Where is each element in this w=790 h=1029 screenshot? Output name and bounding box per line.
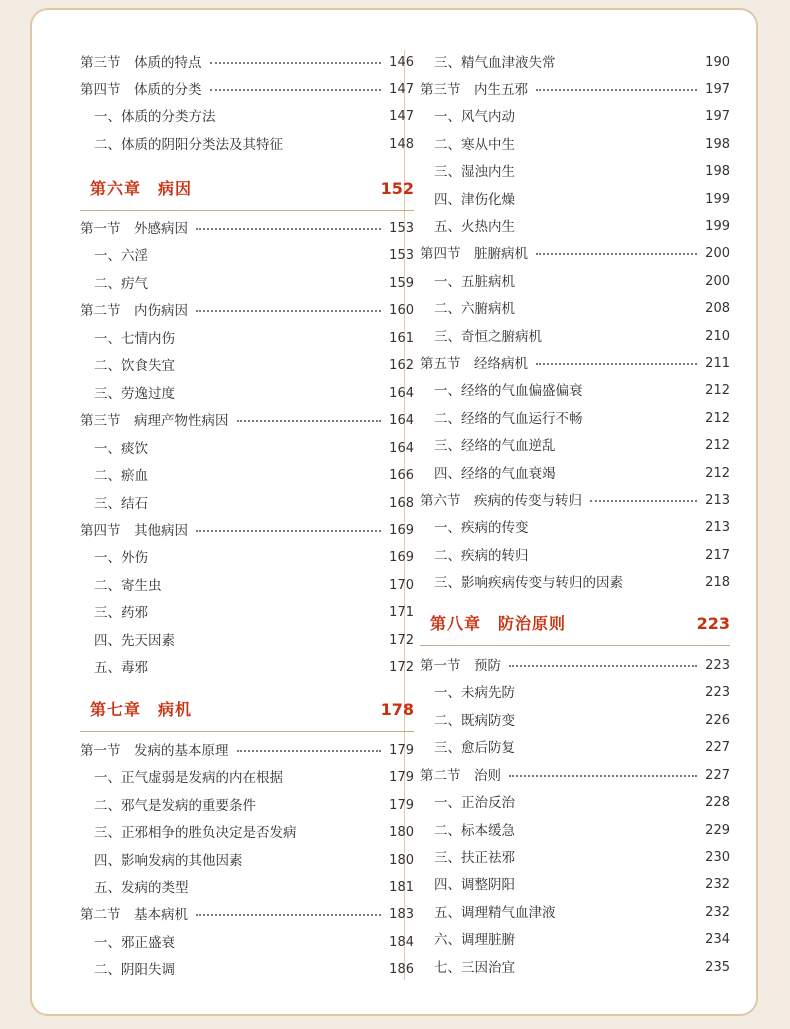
toc-entry-title: 四、经络的气血衰竭 bbox=[434, 466, 556, 482]
toc-subsection-entry bbox=[420, 435, 730, 457]
toc-page-number: 168 bbox=[389, 496, 414, 511]
toc-subsection-entry bbox=[80, 106, 414, 128]
toc-subsection-entry bbox=[80, 547, 414, 569]
toc-page-number: 198 bbox=[705, 137, 730, 152]
toc-entry-title: 第二节 治则 bbox=[420, 768, 501, 784]
toc-entry-title: 三、奇恒之腑病机 bbox=[434, 329, 542, 345]
toc-subsection-entry bbox=[420, 957, 730, 979]
toc-page-number: 223 bbox=[696, 614, 730, 633]
toc-page-number: 162 bbox=[389, 358, 414, 373]
toc-entry-title: 五、火热内生 bbox=[434, 219, 515, 235]
toc-page-number: 212 bbox=[705, 438, 730, 453]
toc-subsection-entry bbox=[420, 682, 730, 704]
toc-page bbox=[30, 8, 758, 1016]
toc-entry-title: 二、饮食失宜 bbox=[94, 358, 175, 374]
toc-subsection-entry bbox=[420, 298, 730, 320]
toc-subsection-entry bbox=[80, 767, 414, 789]
toc-subsection-entry bbox=[420, 326, 730, 348]
toc-page-number: 178 bbox=[380, 700, 414, 719]
dot-leader bbox=[210, 89, 382, 91]
toc-entry-title: 二、经络的气血运行不畅 bbox=[434, 411, 583, 427]
toc-entry-title: 一、风气内动 bbox=[434, 109, 515, 125]
toc-entry-title: 第四节 其他病因 bbox=[80, 523, 188, 539]
toc-subsection-entry bbox=[80, 877, 414, 899]
toc-page-number: 190 bbox=[705, 55, 730, 70]
toc-subsection-entry bbox=[420, 572, 730, 594]
toc-page-number: 160 bbox=[389, 303, 414, 318]
toc-entry-title: 一、邪正盛衰 bbox=[94, 935, 175, 951]
toc-subsection-entry bbox=[80, 328, 414, 350]
toc-subsection-entry bbox=[420, 189, 730, 211]
toc-entry-title: 三、结石 bbox=[94, 496, 148, 512]
toc-page-number: 213 bbox=[705, 493, 730, 508]
toc-chapter-heading bbox=[420, 610, 730, 638]
toc-entry-title: 第八章 防治原则 bbox=[430, 614, 567, 633]
toc-subsection-entry bbox=[420, 517, 730, 539]
toc-page-number: 171 bbox=[389, 605, 414, 620]
dot-leader bbox=[509, 665, 697, 667]
toc-subsection-entry bbox=[80, 273, 414, 295]
toc-entry-title: 第四节 体质的分类 bbox=[80, 82, 202, 98]
toc-page-number: 227 bbox=[705, 768, 730, 783]
toc-page-number: 212 bbox=[705, 411, 730, 426]
toc-page-number: 179 bbox=[389, 770, 414, 785]
toc-subsection-entry bbox=[420, 929, 730, 951]
toc-page-number: 159 bbox=[389, 276, 414, 291]
toc-entry-title: 一、痰饮 bbox=[94, 441, 148, 457]
toc-entry-title: 第三节 病理产物性病因 bbox=[80, 413, 229, 429]
toc-subsection-entry bbox=[420, 710, 730, 732]
toc-entry-title: 四、调整阴阳 bbox=[434, 877, 515, 893]
toc-subsection-entry bbox=[80, 932, 414, 954]
toc-subsection-entry bbox=[80, 822, 414, 844]
toc-entry-title: 二、疾病的转归 bbox=[434, 548, 529, 564]
toc-entry-title: 七、三因治宜 bbox=[434, 960, 515, 976]
toc-section-entry bbox=[80, 218, 414, 240]
toc-page-number: 172 bbox=[389, 633, 414, 648]
toc-page-number: 152 bbox=[380, 179, 414, 198]
toc-page-number: 153 bbox=[389, 248, 414, 263]
toc-entry-title: 四、先天因素 bbox=[94, 633, 175, 649]
toc-page-number: 208 bbox=[705, 301, 730, 316]
dot-leader bbox=[196, 914, 381, 916]
dot-leader bbox=[196, 530, 381, 532]
dot-leader bbox=[536, 363, 697, 365]
toc-entry-title: 二、标本缓急 bbox=[434, 823, 515, 839]
toc-entry-title: 一、正气虚弱是发病的内在根据 bbox=[94, 770, 283, 786]
toc-section-entry bbox=[80, 520, 414, 542]
toc-entry-title: 五、毒邪 bbox=[94, 660, 148, 676]
toc-section-entry bbox=[80, 79, 414, 101]
toc-section-entry bbox=[420, 79, 730, 101]
toc-page-number: 198 bbox=[705, 164, 730, 179]
toc-page-number: 212 bbox=[705, 466, 730, 481]
toc-page-number: 166 bbox=[389, 468, 414, 483]
toc-subsection-entry bbox=[420, 271, 730, 293]
toc-page-number: 227 bbox=[705, 740, 730, 755]
toc-section-entry bbox=[80, 300, 414, 322]
dot-leader bbox=[196, 228, 381, 230]
toc-entry-title: 二、既病防变 bbox=[434, 713, 515, 729]
toc-page-number: 210 bbox=[705, 329, 730, 344]
toc-subsection-entry bbox=[80, 959, 414, 981]
toc-subsection-entry bbox=[420, 408, 730, 430]
toc-section-entry bbox=[80, 740, 414, 762]
toc-subsection-entry bbox=[80, 630, 414, 652]
toc-page-number: 172 bbox=[389, 660, 414, 675]
toc-page-number: 229 bbox=[705, 823, 730, 838]
toc-entry-title: 三、经络的气血逆乱 bbox=[434, 438, 556, 454]
toc-section-entry bbox=[420, 353, 730, 375]
toc-section-entry bbox=[80, 52, 414, 74]
toc-subsection-entry bbox=[420, 737, 730, 759]
toc-page-number: 180 bbox=[389, 853, 414, 868]
toc-page-number: 213 bbox=[705, 520, 730, 535]
toc-page-number: 180 bbox=[389, 825, 414, 840]
toc-page-number: 147 bbox=[389, 82, 414, 97]
toc-section-entry bbox=[420, 655, 730, 677]
toc-entry-title: 六、调理脏腑 bbox=[434, 932, 515, 948]
dot-leader bbox=[536, 253, 697, 255]
toc-page-number: 199 bbox=[705, 192, 730, 207]
chapter-rule bbox=[80, 731, 414, 732]
toc-entry-title: 第三节 内生五邪 bbox=[420, 82, 528, 98]
toc-page-number: 169 bbox=[389, 550, 414, 565]
toc-entry-title: 三、愈后防复 bbox=[434, 740, 515, 756]
toc-section-entry bbox=[420, 243, 730, 265]
toc-page-number: 223 bbox=[705, 685, 730, 700]
toc-subsection-entry bbox=[80, 134, 414, 156]
toc-entry-title: 二、瘀血 bbox=[94, 468, 148, 484]
toc-chapter-heading bbox=[80, 175, 414, 203]
toc-subsection-entry bbox=[420, 380, 730, 402]
toc-subsection-entry bbox=[80, 493, 414, 515]
toc-chapter-heading bbox=[80, 696, 414, 724]
toc-entry-title: 三、劳逸过度 bbox=[94, 386, 175, 402]
toc-entry-title: 二、疠气 bbox=[94, 276, 148, 292]
toc-page-number: 179 bbox=[389, 798, 414, 813]
toc-entry-title: 四、影响发病的其他因素 bbox=[94, 853, 243, 869]
toc-entry-title: 第六章 病因 bbox=[90, 179, 193, 198]
toc-page-number: 199 bbox=[705, 219, 730, 234]
toc-page-number: 164 bbox=[389, 441, 414, 456]
toc-page-number: 161 bbox=[389, 331, 414, 346]
toc-entry-title: 第三节 体质的特点 bbox=[80, 55, 202, 71]
toc-subsection-entry bbox=[420, 463, 730, 485]
toc-page-number: 153 bbox=[389, 221, 414, 236]
toc-entry-title: 五、发病的类型 bbox=[94, 880, 189, 896]
toc-subsection-entry bbox=[80, 355, 414, 377]
toc-page-number: 164 bbox=[389, 413, 414, 428]
toc-entry-title: 二、阴阳失调 bbox=[94, 962, 175, 978]
toc-entry-title: 一、疾病的传变 bbox=[434, 520, 529, 536]
chapter-rule bbox=[80, 210, 414, 211]
toc-entry-title: 三、影响疾病传变与转归的因素 bbox=[434, 575, 623, 591]
toc-page-number: 217 bbox=[705, 548, 730, 563]
chapter-rule bbox=[420, 645, 730, 646]
toc-subsection-entry bbox=[420, 106, 730, 128]
toc-entry-title: 二、寄生虫 bbox=[94, 578, 162, 594]
toc-entry-title: 三、湿浊内生 bbox=[434, 164, 515, 180]
toc-subsection-entry bbox=[420, 792, 730, 814]
toc-page-number: 170 bbox=[389, 578, 414, 593]
toc-page-number: 218 bbox=[705, 575, 730, 590]
toc-page-number: 212 bbox=[705, 383, 730, 398]
toc-page-number: 184 bbox=[389, 935, 414, 950]
toc-subsection-entry bbox=[420, 216, 730, 238]
toc-subsection-entry bbox=[420, 902, 730, 924]
toc-page-number: 179 bbox=[389, 743, 414, 758]
toc-subsection-entry bbox=[80, 383, 414, 405]
dot-leader bbox=[536, 89, 697, 91]
toc-entry-title: 第二节 内伤病因 bbox=[80, 303, 188, 319]
toc-page-number: 181 bbox=[389, 880, 414, 895]
toc-entry-title: 三、药邪 bbox=[94, 605, 148, 621]
toc-entry-title: 四、津伤化燥 bbox=[434, 192, 515, 208]
toc-section-entry bbox=[420, 765, 730, 787]
toc-page-number: 169 bbox=[389, 523, 414, 538]
toc-page-number: 200 bbox=[705, 274, 730, 289]
toc-subsection-entry bbox=[80, 602, 414, 624]
toc-page-number: 235 bbox=[705, 960, 730, 975]
dot-leader bbox=[509, 775, 697, 777]
toc-section-entry bbox=[80, 410, 414, 432]
toc-entry-title: 二、寒从中生 bbox=[434, 137, 515, 153]
toc-page-number: 226 bbox=[705, 713, 730, 728]
toc-page-number: 223 bbox=[705, 658, 730, 673]
toc-entry-title: 二、体质的阴阳分类法及其特征 bbox=[94, 137, 283, 153]
toc-page-number: 148 bbox=[389, 137, 414, 152]
toc-subsection-entry bbox=[80, 438, 414, 460]
toc-entry-title: 一、未病先防 bbox=[434, 685, 515, 701]
toc-entry-title: 第五节 经络病机 bbox=[420, 356, 528, 372]
toc-section-entry bbox=[80, 904, 414, 926]
dot-leader bbox=[590, 500, 697, 502]
dot-leader bbox=[237, 750, 382, 752]
toc-entry-title: 一、正治反治 bbox=[434, 795, 515, 811]
toc-entry-title: 一、七情内伤 bbox=[94, 331, 175, 347]
toc-entry-title: 二、六腑病机 bbox=[434, 301, 515, 317]
toc-entry-title: 三、精气血津液失常 bbox=[434, 55, 556, 71]
toc-page-number: 197 bbox=[705, 82, 730, 97]
toc-subsection-entry bbox=[80, 657, 414, 679]
toc-entry-title: 第六节 疾病的传变与转归 bbox=[420, 493, 582, 509]
toc-entry-title: 第七章 病机 bbox=[90, 700, 193, 719]
toc-subsection-entry bbox=[80, 245, 414, 267]
toc-page-number: 164 bbox=[389, 386, 414, 401]
toc-page-number: 197 bbox=[705, 109, 730, 124]
toc-subsection-entry bbox=[420, 52, 730, 74]
toc-page-number: 147 bbox=[389, 109, 414, 124]
toc-page-number: 234 bbox=[705, 932, 730, 947]
toc-page-number: 146 bbox=[389, 55, 414, 70]
toc-subsection-entry bbox=[420, 134, 730, 156]
toc-subsection-entry bbox=[420, 161, 730, 183]
toc-page-number: 186 bbox=[389, 962, 414, 977]
toc-subsection-entry bbox=[80, 575, 414, 597]
toc-page-number: 230 bbox=[705, 850, 730, 865]
toc-entry-title: 第一节 外感病因 bbox=[80, 221, 188, 237]
toc-entry-title: 第一节 发病的基本原理 bbox=[80, 743, 229, 759]
toc-section-entry bbox=[420, 490, 730, 512]
toc-entry-title: 第二节 基本病机 bbox=[80, 907, 188, 923]
toc-page-number: 211 bbox=[705, 356, 730, 371]
toc-subsection-entry bbox=[80, 795, 414, 817]
toc-subsection-entry bbox=[80, 465, 414, 487]
toc-page-number: 228 bbox=[705, 795, 730, 810]
toc-entry-title: 一、经络的气血偏盛偏衰 bbox=[434, 383, 583, 399]
toc-entry-title: 一、六淫 bbox=[94, 248, 148, 264]
toc-subsection-entry bbox=[420, 847, 730, 869]
toc-entry-title: 二、邪气是发病的重要条件 bbox=[94, 798, 256, 814]
toc-entry-title: 一、外伤 bbox=[94, 550, 148, 566]
toc-page-number: 183 bbox=[389, 907, 414, 922]
toc-subsection-entry bbox=[420, 820, 730, 842]
toc-entry-title: 第一节 预防 bbox=[420, 658, 501, 674]
toc-subsection-entry bbox=[420, 874, 730, 896]
toc-page-number: 200 bbox=[705, 246, 730, 261]
dot-leader bbox=[196, 310, 381, 312]
toc-entry-title: 第四节 脏腑病机 bbox=[420, 246, 528, 262]
toc-entry-title: 五、调理精气血津液 bbox=[434, 905, 556, 921]
toc-subsection-entry bbox=[80, 850, 414, 872]
toc-entry-title: 三、正邪相争的胜负决定是否发病 bbox=[94, 825, 297, 841]
dot-leader bbox=[237, 420, 382, 422]
dot-leader bbox=[210, 62, 382, 64]
toc-subsection-entry bbox=[420, 545, 730, 567]
toc-entry-title: 一、体质的分类方法 bbox=[94, 109, 216, 125]
toc-entry-title: 三、扶正祛邪 bbox=[434, 850, 515, 866]
toc-page-number: 232 bbox=[705, 877, 730, 892]
toc-entry-title: 一、五脏病机 bbox=[434, 274, 515, 290]
toc-page-number: 232 bbox=[705, 905, 730, 920]
